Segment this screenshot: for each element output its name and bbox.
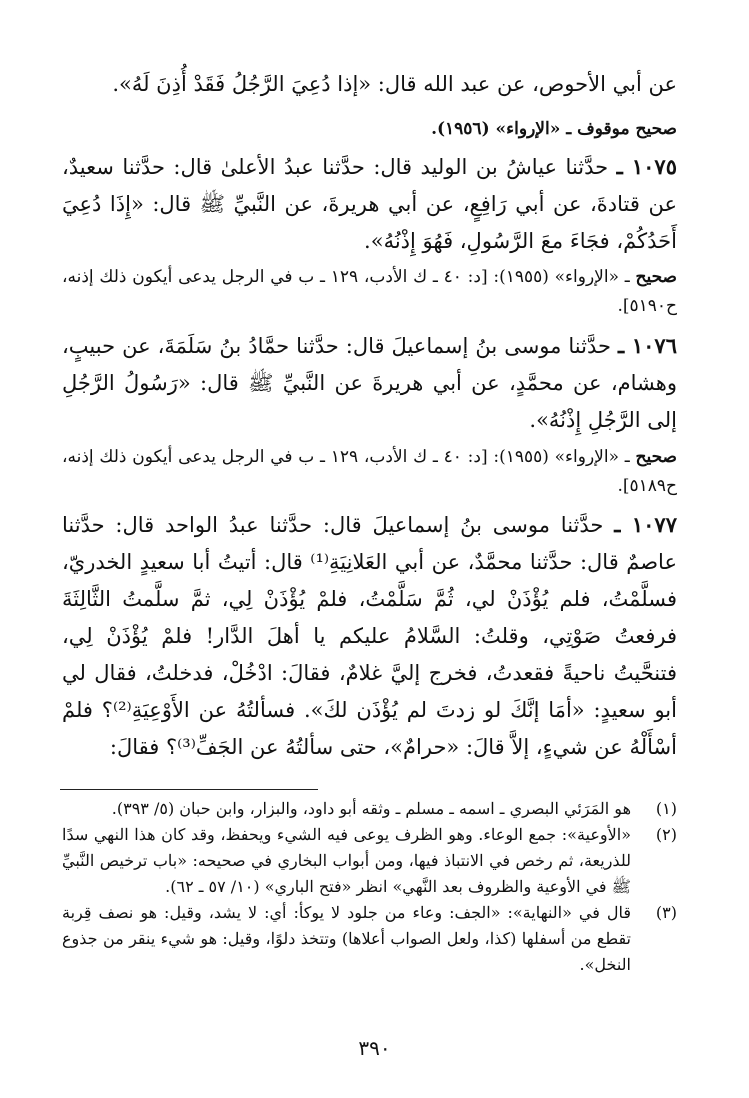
intro-text: عن أبي الأحوص، عن عبد الله قال: «إذا دُعِيَ الرَّجُلُ فَقَدْ أُذِنَ لَهُ». (112, 72, 677, 96)
footnote-text: قال في «النهاية»: «الجف: وعاء من جلود لا يوكأ: أي: لا يشد، وقيل: هو نصف قِربة تقطع من أسفلها (كذا، ولعل الصواب أعلاها) وتتخذ دلوًا، وقيل: هو شيء ينقر من جذوع النخل». (62, 903, 631, 974)
footnote-number: (٢) (655, 825, 677, 844)
intro-grade (62, 115, 677, 144)
footnote-number: (٣) (655, 903, 677, 922)
footnote-text: هو المَرَئي البصري ـ اسمه ـ مسلم ـ وثقه أبو داود، والبزار، وابن حبان (٥/ ٣٩٣). (111, 799, 631, 818)
intro-line (62, 66, 677, 103)
hadith-1076 (62, 327, 677, 439)
footnote-divider (60, 789, 318, 790)
grade-reference: ـ «الإرواء» (١٩٥٥): [د: ٤٠ ـ ك الأدب، ١٢٩ ـ ب في الرجل يدعى أيكون ذلك إذنه، ح٥١٨٩]. (62, 447, 677, 496)
hadith-number: ١٠٧٥ ـ (616, 154, 677, 179)
footnote-1 (62, 796, 677, 822)
hadith-number: ١٠٧٧ ـ (614, 512, 677, 537)
grade-reference: ـ «الإرواء» (١٩٥٥): [د: ٤٠ ـ ك الأدب، ١٢٩ ـ ب في الرجل يدعى أيكون ذلك إذنه، ح٥١٩٠]. (62, 267, 677, 316)
hadith-number: ١٠٧٦ ـ (618, 333, 677, 358)
hadith-text: حدَّثنا موسى بنُ إسماعيلَ قال: حدَّثنا عبدُ الواحد قال: حدَّثنا عاصمٌ قال: حدَّثنا محمَّدٌ، عن أبي العَلانِيَةِ⁽¹⁾ قال: أتيتُ أبا سعيدٍ الخدريّ، فسلَّمْتُ، فلم يُؤْذَنْ لي، ثُمَّ سَلَّمْتُ، فلمْ يُؤْذَنْ لِي، ثمَّ سلَّمتُ الثَّالِثَةَ فرفعتُ صَوْتِي، وقلتُ: السَّلامُ عليكم يا أهلَ الدَّار! فلمْ يُؤْذَنْ لِي، فتنحَّيتُ ناحيةً فقعدتُ، فخرج إليَّ غلامٌ، فقالَ: ادْخُلْ، فدخلتُ، فقال لي أبو سعيدٍ: «أمَا إنَّكَ لو زدتَ لم يُؤْذَن لكَ». فسألتُهُ عن الأَوْعِيَةِ⁽²⁾؟ فلمْ أسْأَلْهُ عن شيءٍ، إلاَّ قالَ: «حرامٌ»، حتى سألتُهُ عن الجَفِّ⁽³⁾؟ فقالَ: (62, 513, 677, 759)
hadith-1076-grade (62, 443, 677, 501)
hadith-1077 (62, 506, 677, 766)
footnotes (62, 796, 677, 978)
hadith-text: حدَّثنا موسى بنُ إسماعيلَ قال: حدَّثنا حمَّادُ بنُ سَلَمَةَ، عن حبيبٍ، وهشام، عن محمَّدٍ، عن أبي هريرةَ عن النَّبيِّ ﷺ قال: «رَسُولُ الرَّجُلِ إلى الرَّجُلِ إِذْنُهُ». (62, 334, 677, 432)
footnote-text: «الأوعية»: جمع الوعاء. وهو الظرف يوعى فيه الشيء ويحفظ، وقد كان هذا النهي سدًا للذريعة، ثم رخص في الانتباذ فيها، ومن أبواب البخاري في صحيحه: «باب ترخيص النَّبيِّ ﷺ في الأوعية والظروف بعد النَّهي» انظر «فتح الباري» (١٠/ ٥٧ ـ ٦٢). (62, 825, 631, 896)
grade-label: صحيح (635, 447, 677, 467)
footnote-2 (62, 822, 677, 900)
intro-grade-text: صحيح موقوف ـ «الإرواء» (١٩٥٦). (431, 119, 677, 139)
hadith-text: حدَّثنا عياشُ بن الوليد قال: حدَّثنا عبدُ الأعلىٰ قال: حدَّثنا سعيدٌ، عن قتادةَ، عن أبي رَافِعٍ، عن أبي هريرةَ، عن النَّبيِّ ﷺ قال: «إِذَا دُعِيَ أَحَدُكُمْ، فجَاءَ معَ الرَّسُولِ، فَهُوَ إِذْنُهُ». (62, 155, 677, 253)
grade-label: صحيح (635, 267, 677, 287)
footnote-3 (62, 900, 677, 978)
footnote-number: (١) (655, 799, 677, 818)
hadith-1075-grade (62, 263, 677, 321)
hadith-1075 (62, 148, 677, 260)
page-number: ٣٩٠ (358, 1036, 391, 1060)
